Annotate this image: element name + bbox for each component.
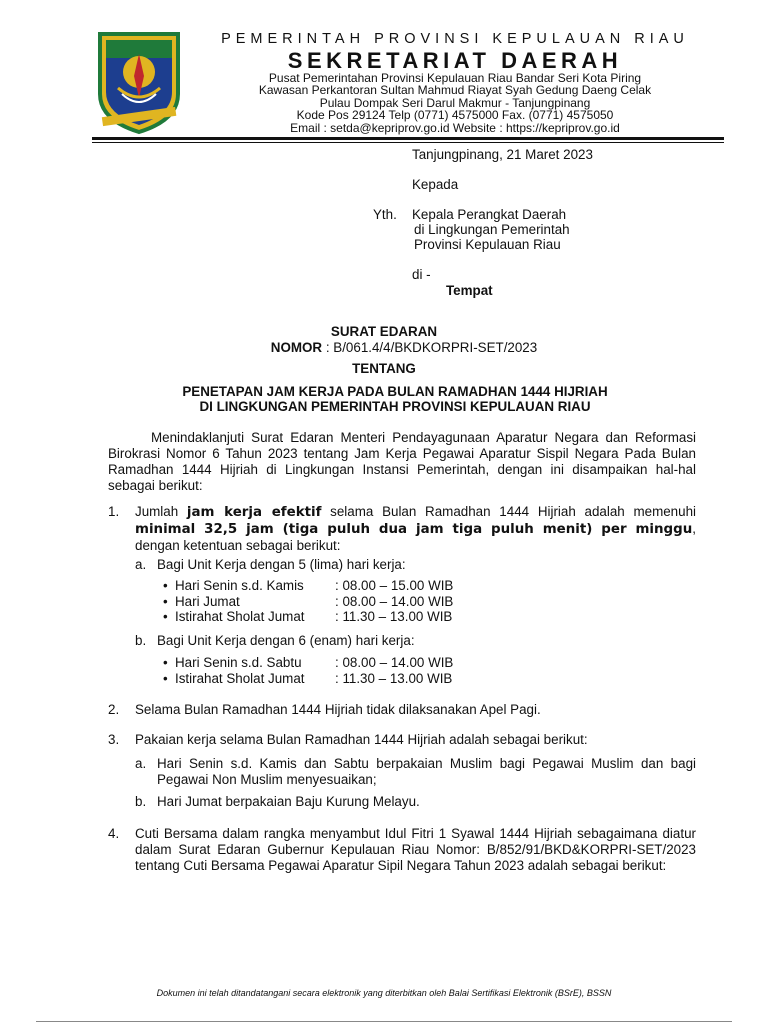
schedule-label: Hari Jumat xyxy=(175,594,240,609)
provincial-emblem-logo xyxy=(94,28,184,138)
bullet: • xyxy=(163,671,168,686)
tempat-label: Tempat xyxy=(446,283,493,298)
item4-paragraph: Cuti Bersama dalam rangka menyambut Idul Fitri 1 Syawal 1444 Hijriah sebagaimana diatur dalam Surat Edaran Gubernur Kepulauan Riau Nomor: B/852/91/BKD&KORPRI-SET/2023 tentang Cuti Bersama Pegawai Aparatur Sipil Negara Tahun 2023 adalah sebagai berikut: xyxy=(135,826,696,873)
bullet: • xyxy=(163,594,168,609)
item1-text: , dengan ketentuan sebagai berikut: xyxy=(135,521,696,553)
schedule-row xyxy=(163,671,452,687)
sublist-text: Hari Senin s.d. Kamis dan Sabtu berpakaian Muslim bagi Pegawai Muslim dan bagi Pegawai Non Muslim menyesuaikan; xyxy=(157,756,696,787)
item3-text: Pakaian kerja selama Bulan Ramadhan 1444 Hijriah adalah sebagai berikut: xyxy=(135,732,588,747)
bullet: • xyxy=(163,578,168,593)
page-bottom-divider xyxy=(36,1021,732,1022)
item2-text: Selama Bulan Ramadhan 1444 Hijriah tidak dilaksanakan Apel Pagi. xyxy=(135,702,541,717)
header-divider-thin xyxy=(92,142,724,143)
header-email-website: Email : setda@kepriprov.go.id Website : https://kepriprov.go.id xyxy=(290,121,620,135)
bullet: • xyxy=(163,655,168,670)
schedule-row xyxy=(163,655,453,671)
subject-line: DI LINGKUNGAN PEMERINTAH PROVINSI KEPULAUAN RIAU xyxy=(199,399,591,414)
schedule-row xyxy=(163,594,453,610)
sublist-letter: a. xyxy=(135,756,147,771)
schedule-row xyxy=(163,609,452,625)
item1-paragraph xyxy=(135,504,696,554)
schedule-time: : 11.30 – 13.00 WIB xyxy=(335,609,453,624)
addressee-line: Kepala Perangkat Daerah xyxy=(412,207,567,222)
header-address-line: Pulau Dompak Seri Darul Makmur - Tanjungpinang xyxy=(319,96,591,110)
schedule-label: Hari Senin s.d. Sabtu xyxy=(175,655,302,670)
nomor-value: : B/061.4/4/BKDKORPRI-SET/2023 xyxy=(322,340,538,355)
subject-line: PENETAPAN JAM KERJA PADA BULAN RAMADHAN 1444 HIJRIAH xyxy=(182,384,608,399)
list-number: 2. xyxy=(108,702,120,717)
item1-bold-text: jam kerja efektif xyxy=(186,505,322,520)
item1-text: selama Bulan Ramadhan 1444 Hijriah adalah memenuhi xyxy=(321,504,696,519)
list-number: 3. xyxy=(108,732,120,747)
date-place: Tanjungpinang, 21 Maret 2023 xyxy=(412,147,593,162)
tentang-label: TENTANG xyxy=(352,361,416,376)
addressee-line: Provinsi Kepulauan Riau xyxy=(414,237,561,252)
schedule-label: Hari Senin s.d. Kamis xyxy=(175,578,304,593)
schedule-time: : 08.00 – 14.00 WIB xyxy=(335,594,454,609)
header-government-name: PEMERINTAH PROVINSI KEPULAUAN RIAU xyxy=(221,31,689,47)
list-number: 4. xyxy=(108,826,120,841)
di-label: di - xyxy=(412,267,431,282)
bullet: • xyxy=(163,609,168,624)
header-address-line: Kawasan Perkantoran Sultan Mahmud Riayat Syah Gedung Daeng Celak xyxy=(258,83,652,97)
e-signature-footer-note: Dokumen ini telah ditandatangani secara elektronik yang diterbitkan oleh Balai Sertifikasi Elektronik (BSrE), BSSN xyxy=(156,988,612,998)
sublist-text: Hari Jumat berpakaian Baju Kurung Melayu. xyxy=(157,794,420,809)
list-number: 1. xyxy=(108,504,120,519)
schedule-time: : 08.00 – 15.00 WIB xyxy=(335,578,454,593)
sublist-letter: a. xyxy=(135,557,147,572)
sublist-letter: b. xyxy=(135,794,147,809)
letter-type-title: SURAT EDARAN xyxy=(330,324,438,339)
header-secretariat-title: SEKRETARIAT DAERAH xyxy=(287,48,623,73)
item1-text: Jumlah xyxy=(135,504,187,519)
kepada-label: Kepada xyxy=(412,177,459,192)
schedule-row xyxy=(163,578,453,594)
header-address-line: Pusat Pemerintahan Provinsi Kepulauan Riau Bandar Seri Kota Piring xyxy=(268,71,642,85)
letter-number xyxy=(0,340,768,356)
sublist-letter: b. xyxy=(135,633,147,648)
schedule-label: Istirahat Sholat Jumat xyxy=(175,671,305,686)
sublist-text: Bagi Unit Kerja dengan 5 (lima) hari kerja: xyxy=(157,557,406,572)
sublist-text: Bagi Unit Kerja dengan 6 (enam) hari kerja: xyxy=(157,633,415,648)
item1-bold-text: minimal 32,5 jam (tiga puluh dua jam tiga puluh menit) per minggu xyxy=(135,522,693,537)
schedule-time: : 11.30 – 13.00 WIB xyxy=(335,671,453,686)
yth-label: Yth. xyxy=(373,207,397,222)
schedule-time: : 08.00 – 14.00 WIB xyxy=(335,655,454,670)
addressee-line: di Lingkungan Pemerintah xyxy=(414,222,570,237)
intro-paragraph: Menindaklanjuti Surat Edaran Menteri Pendayagunaan Aparatur Negara dan Reformasi Birokrasi Nomor 6 Tahun 2023 tentang Jam Kerja Pegawai Aparatur Sispil Negara Pada Bulan Ramadhan 1444 Hijriah di Lingkungan Instansi Pemerintah, dengan ini disampaikan hal-hal sebagai berikut: xyxy=(108,430,696,493)
header-contact-line: Kode Pos 29124 Telp (0771) 4575000 Fax. (0771) 4575050 xyxy=(296,108,614,122)
schedule-label: Istirahat Sholat Jumat xyxy=(175,609,305,624)
nomor-label: NOMOR xyxy=(270,340,323,355)
header-divider-thick xyxy=(92,137,724,140)
